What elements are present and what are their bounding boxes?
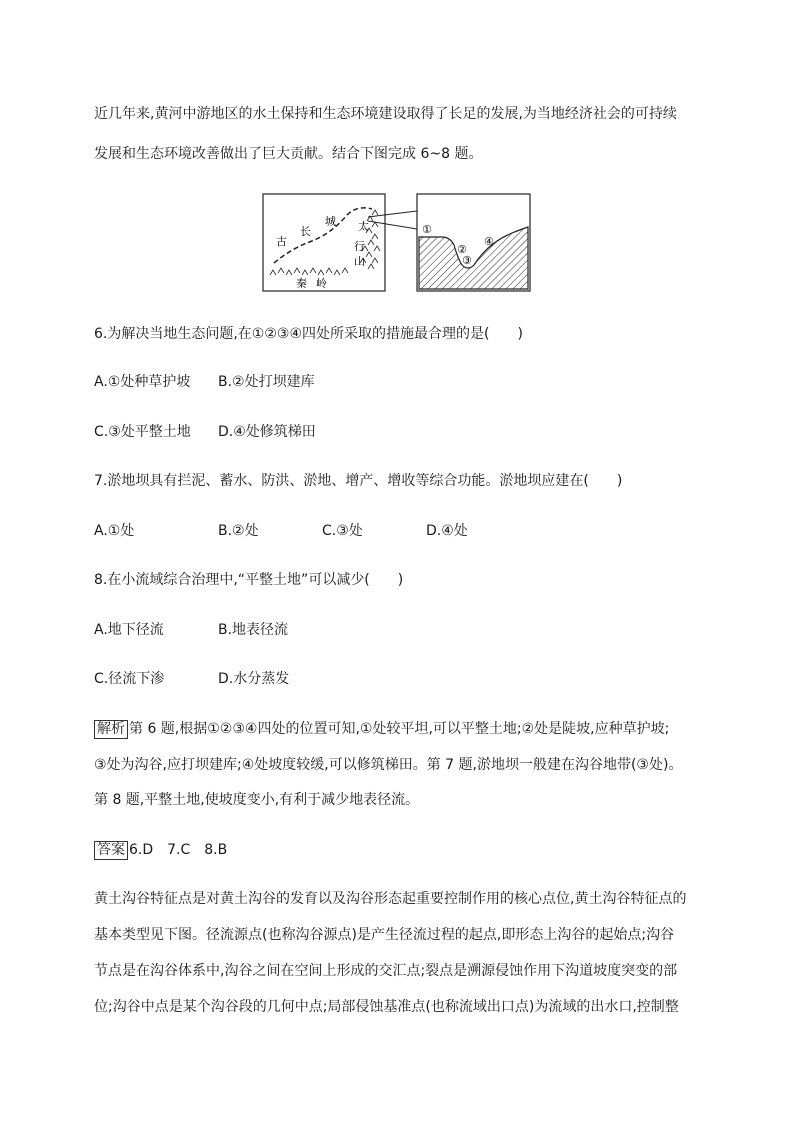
figure-svg xyxy=(262,193,532,293)
passage-line-2: 基本类型见下图。径流源点(也称沟谷源点)是产生径流过程的起点,即形态上沟谷的起始点;沟谷 xyxy=(94,927,675,943)
map-label-ling: 岭 xyxy=(316,277,327,290)
q6-option-c: C.③处平整土地 xyxy=(94,424,191,440)
connector-line-upper xyxy=(368,211,417,217)
map-label-hang: 行 xyxy=(354,240,365,253)
answer-line xyxy=(94,840,227,860)
q8-option-c: C.径流下渗 xyxy=(94,671,165,687)
answer-text: 6.D 7.C 8.B xyxy=(129,842,228,858)
section-marker-4: ④ xyxy=(484,235,494,248)
q7-option-d: D.④处 xyxy=(426,523,468,539)
analysis-line-3: 第 8 题,平整土地,使坡度变小,有利于减少地表径流。 xyxy=(94,792,420,808)
section-marker-3: ③ xyxy=(462,254,472,267)
q7-option-c: C.③处 xyxy=(322,523,363,539)
passage-line-1: 黄土沟谷特征点是对黄土沟谷的发育以及沟谷形态起重要控制作用的核心点位,黄土沟谷特征点的 xyxy=(94,891,687,907)
q6-option-a: A.①处种草护坡 xyxy=(94,374,191,390)
q8-stem: 8.在小流域综合治理中,“平整土地”可以减少( ) xyxy=(94,572,404,588)
analysis-line-1 xyxy=(94,719,669,739)
q8-option-d: D.水分蒸发 xyxy=(218,671,290,687)
intro-line-1: 近几年来,黄河中游地区的水土保持和生态环境建设取得了长足的发展,为当地经济社会的可持续 xyxy=(94,106,677,122)
intro-line-2: 发展和生态环境改善做出了巨大贡献。结合下图完成 6~8 题。 xyxy=(94,146,483,162)
map-label-tai: 太 xyxy=(358,220,369,233)
q6-option-d: D.④处修筑梯田 xyxy=(218,424,316,440)
analysis-tag: 解析 xyxy=(94,720,128,739)
q7-option-a: A.①处 xyxy=(94,523,135,539)
q8-option-a: A.地下径流 xyxy=(94,622,164,638)
q6-option-b: B.②处打坝建库 xyxy=(218,374,315,390)
qinling-mountain-symbols xyxy=(270,268,348,275)
map-label-qin: 秦 xyxy=(296,277,307,290)
analysis-line-2: ③处为沟谷,应打坝建库;④处坡度较缓,可以修筑梯田。第 7 题,淤地坝一般建在沟谷地带(③处)。 xyxy=(94,757,683,773)
loess-plateau-figure xyxy=(262,193,532,293)
map-label-shan: 山 xyxy=(354,255,365,268)
answer-tag: 答案 xyxy=(94,841,128,860)
passage-line-3: 节点是在沟谷体系中,沟谷之间在空间上形成的交汇点;裂点是溯源侵蚀作用下沟道坡度突变的部 xyxy=(94,963,678,979)
q7-option-b: B.②处 xyxy=(218,523,259,539)
map-label-cheng: 城 xyxy=(325,215,336,228)
q8-option-b: B.地表径流 xyxy=(218,622,289,638)
q7-stem: 7.淤地坝具有拦泥、蓄水、防洪、淤地、增产、增收等综合功能。淤地坝应建在( ) xyxy=(94,473,623,489)
section-marker-2: ② xyxy=(457,243,467,256)
connector-line-lower xyxy=(368,221,417,229)
passage-line-4: 位;沟谷中点是某个沟谷段的几何中点;局部侵蚀基准点(也称流域出口点)为流域的出水口,控制整 xyxy=(94,999,679,1015)
terrain-profile xyxy=(419,227,528,289)
analysis-text-1: 第 6 题,根据①②③④四处的位置可知,①处较平坦,可以平整土地;②处是陡坡,应种草护坡; xyxy=(129,721,670,737)
map-label-chang: 长 xyxy=(300,225,311,238)
q6-stem: 6.为解决当地生态问题,在①②③④四处所采取的措施最合理的是( ) xyxy=(94,326,523,342)
map-label-gu: 古 xyxy=(276,235,287,248)
section-marker-1: ① xyxy=(422,223,432,236)
